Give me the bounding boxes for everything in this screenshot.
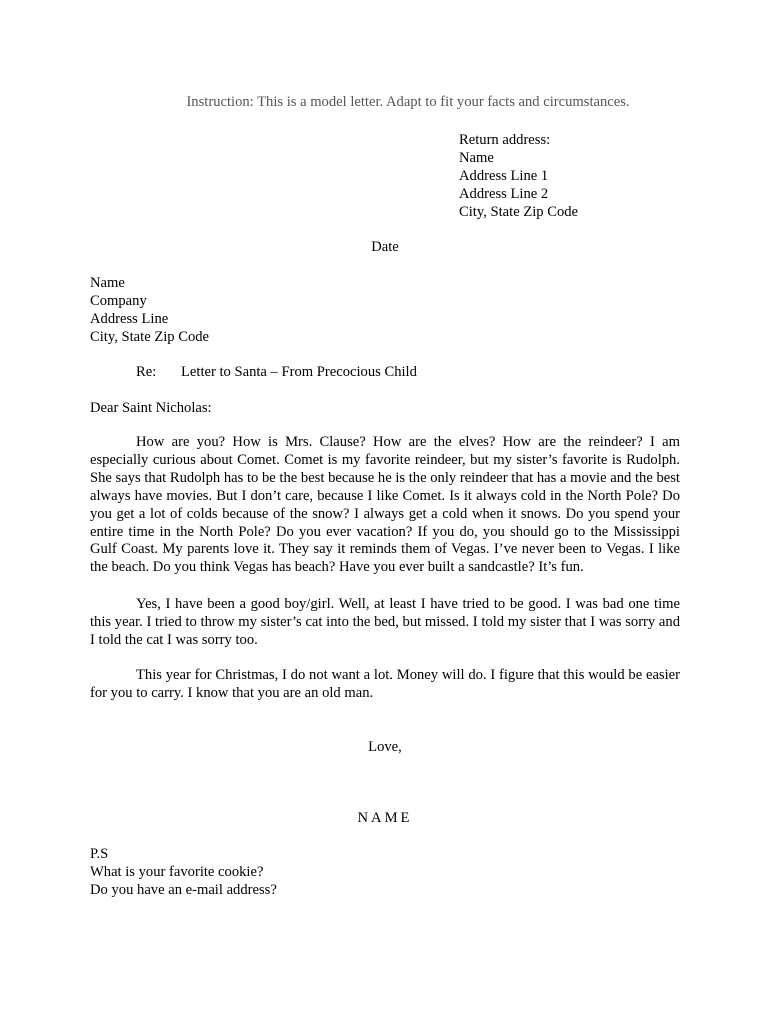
return-address-name: Name [459, 149, 494, 166]
closing: Love, [368, 739, 402, 755]
recipient-address-block [90, 275, 209, 347]
return-address-line-2: Address Line 2 [459, 185, 549, 202]
body-paragraph-2: Yes, I have been a good boy/girl. Well, at least I have tried to be good. I was bad one time this year. I tried to throw my sister’s cat into the bed, but missed. I told my sister that I was sorry and I told the cat I was sorry too. [90, 596, 680, 648]
return-address-city-state-zip: City, State Zip Code [459, 203, 579, 220]
return-address-heading: Return address: [459, 132, 551, 148]
salutation: Dear Saint Nicholas: [90, 400, 212, 416]
signature-name: NAME [357, 810, 413, 826]
body-paragraph-3: This year for Christmas, I do not want a lot. Money will do. I figure that this would be easier for you to carry. I know that you are an old man. [90, 667, 680, 701]
subject-label: Re: [136, 364, 157, 380]
instruction-note: Instruction: This is a model letter. Adapt to fit your facts and circumstances. [186, 94, 630, 110]
postscript-line-2: Do you have an e-mail address? [90, 881, 277, 898]
postscript-label: P.S [90, 846, 109, 862]
return-address-line-1: Address Line 1 [459, 167, 549, 184]
recipient-company: Company [90, 292, 147, 309]
return-address-block [459, 132, 578, 221]
subject-text: Letter to Santa – From Precocious Child [181, 364, 417, 380]
postscript-block [90, 846, 277, 900]
recipient-name: Name [90, 275, 125, 291]
subject-line [136, 364, 417, 382]
postscript-line-1: What is your favorite cookie? [90, 863, 264, 880]
body-paragraph-1: How are you? How is Mrs. Clause? How are the elves? How are the reindeer? I am especially curious about Comet. Comet is my favorite reindeer, but my sister’s favorite is Rudolph. She says that Rudolph has to be the best because he is the only reindeer that has a movie and the best always have movies. But I don’t care, because I like Comet. Is it always cold in the North Pole? Do you get a lot of colds because of the snow? I always get a cold when it snows. Do you spend your entire time in the North Pole? Do you ever vacation? If you do, you should go to the Mississippi Gulf Coast. My parents love it. They say it reminds them of Vegas. I’ve never been to Vegas. I like the beach. Do you think Vegas has beach? Have you ever built a sandcastle? It’s fun. [90, 434, 680, 576]
recipient-address-line: Address Line [90, 310, 169, 327]
letter-date: Date [371, 239, 399, 255]
recipient-city-state-zip: City, State Zip Code [90, 328, 210, 345]
